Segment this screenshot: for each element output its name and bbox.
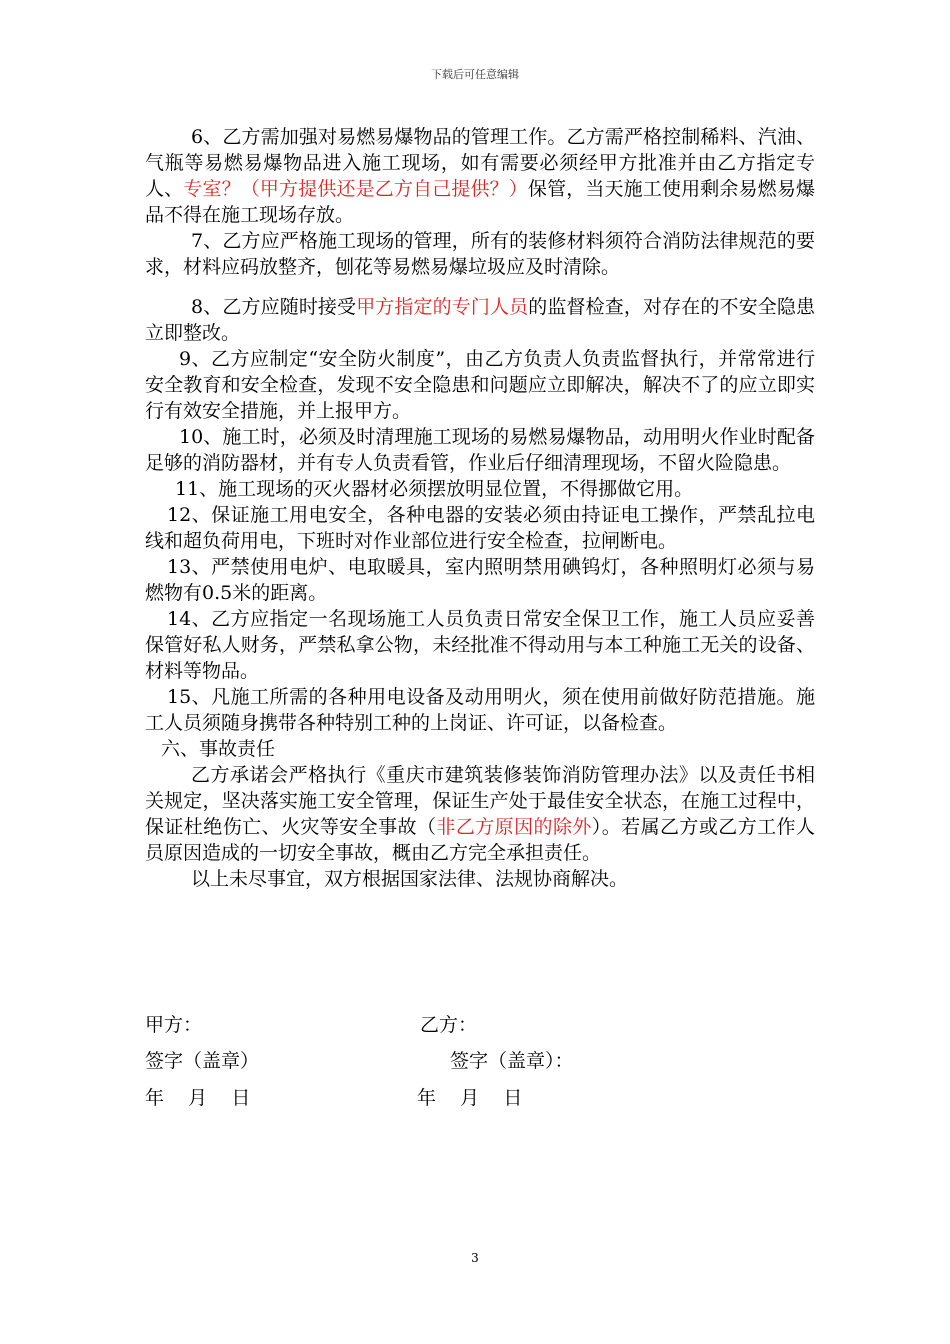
- paragraph-13: 13、严禁使用电炉、电取暖具，室内照明禁用碘钨灯，各种照明灯必须与易燃物有0.5米的距离。: [145, 556, 815, 604]
- party-b-seal: 签字（盖章）：: [450, 1050, 574, 1072]
- page-number: 3: [471, 1251, 479, 1265]
- paragraph-10: 10、施工时，必须及时清理施工现场的易燃易爆物品，动用明火作业时配备足够的消防器材，并有专人负责看管，作业后仔细清理现场，不留火险隐患。: [145, 426, 815, 474]
- document-body: [145, 124, 815, 892]
- party-a-label: 甲方：: [145, 1014, 203, 1036]
- section-6-text-a: 乙方承诺会严格执行《重庆市建筑装修装饰消防管理办法》以及责任书相关规定，坚决落实施工安全管理，保证生产处于最佳安全状态，在施工过程中，保证杜绝伤亡、火灾等安全事故（: [145, 764, 815, 838]
- section-6-text-b: ）。若属乙方或乙方工作人员原因造成的一切安全事故，概由乙方完全承担责任。: [145, 816, 815, 864]
- paragraph-6-text-a: 6、乙方需加强对易燃易爆物品的管理工作。乙方需严格控制稀料、汽油、气瓶等易燃易爆物品进入施工现场，如有需要必须经甲方批准并由乙方指定专人、: [145, 126, 815, 200]
- paragraph-8-text-a: 8、乙方应随时接受: [191, 296, 357, 318]
- paragraph-15: 15、凡施工所需的各种用电设备及动用明火，须在使用前做好防范措施。施工人员须随身携带各种特别工种的上岗证、许可证，以备检查。: [145, 686, 815, 734]
- party-a-date: 年 月 日: [145, 1087, 251, 1109]
- page-header: 下载后可任意编辑: [431, 68, 519, 81]
- party-a-seal: 签字（盖章）: [145, 1050, 260, 1072]
- paragraph-8-text-b: 的监督检查，对存在的不安全隐患立即整改。: [145, 296, 815, 344]
- blank-line: [145, 280, 815, 294]
- paragraph-11: 11、施工现场的灭火器材必须摆放明显位置，不得挪做它用。: [175, 478, 694, 500]
- paragraph-8: [145, 294, 815, 346]
- paragraph-14: 14、乙方应指定一名现场施工人员负责日常安全保卫工作，施工人员应妥善保管好私人财务，严禁私拿公物，未经批准不得动用与本工种施工无关的设备、材料等物品。: [145, 608, 815, 682]
- paragraph-6-text-b: 保管，当天施工使用剩余易燃易爆品不得在施工现场存放。: [145, 178, 815, 226]
- section-6-title: 六、事故责任: [161, 738, 276, 760]
- closing-paragraph: 以上未尽事宜，双方根据国家法律、法规协商解决。: [191, 868, 629, 890]
- party-b-label: 乙方：: [420, 1014, 478, 1036]
- paragraph-12: 12、保证施工用电安全，各种电器的安装必须由持证电工操作，严禁乱拉电线和超负荷用电，下班时对作业部位进行安全检查，拉闸断电。: [145, 504, 815, 552]
- party-b-date: 年 月 日: [417, 1087, 523, 1109]
- paragraph-7: 7、乙方应严格施工现场的管理，所有的装修材料须符合消防法律规范的要求，材料应码放整齐，刨花等易燃易爆垃圾应及时清除。: [145, 230, 815, 278]
- paragraph-8-highlight: 甲方指定的专门人员: [356, 296, 529, 318]
- paragraph-6: [145, 124, 815, 228]
- section-6-body: [145, 762, 815, 866]
- paragraph-6-highlight: 专室？（甲方提供还是乙方自己提供？）: [183, 178, 528, 200]
- section-6-highlight: 非乙方原因的除外: [436, 816, 592, 838]
- paragraph-9: 9、乙方应制定“安全防火制度”，由乙方负责人负责监督执行，并常常进行安全教育和安全检查，发现不安全隐患和问题应立即解决，解决不了的应立即实行有效安全措施，并上报甲方。: [145, 348, 815, 422]
